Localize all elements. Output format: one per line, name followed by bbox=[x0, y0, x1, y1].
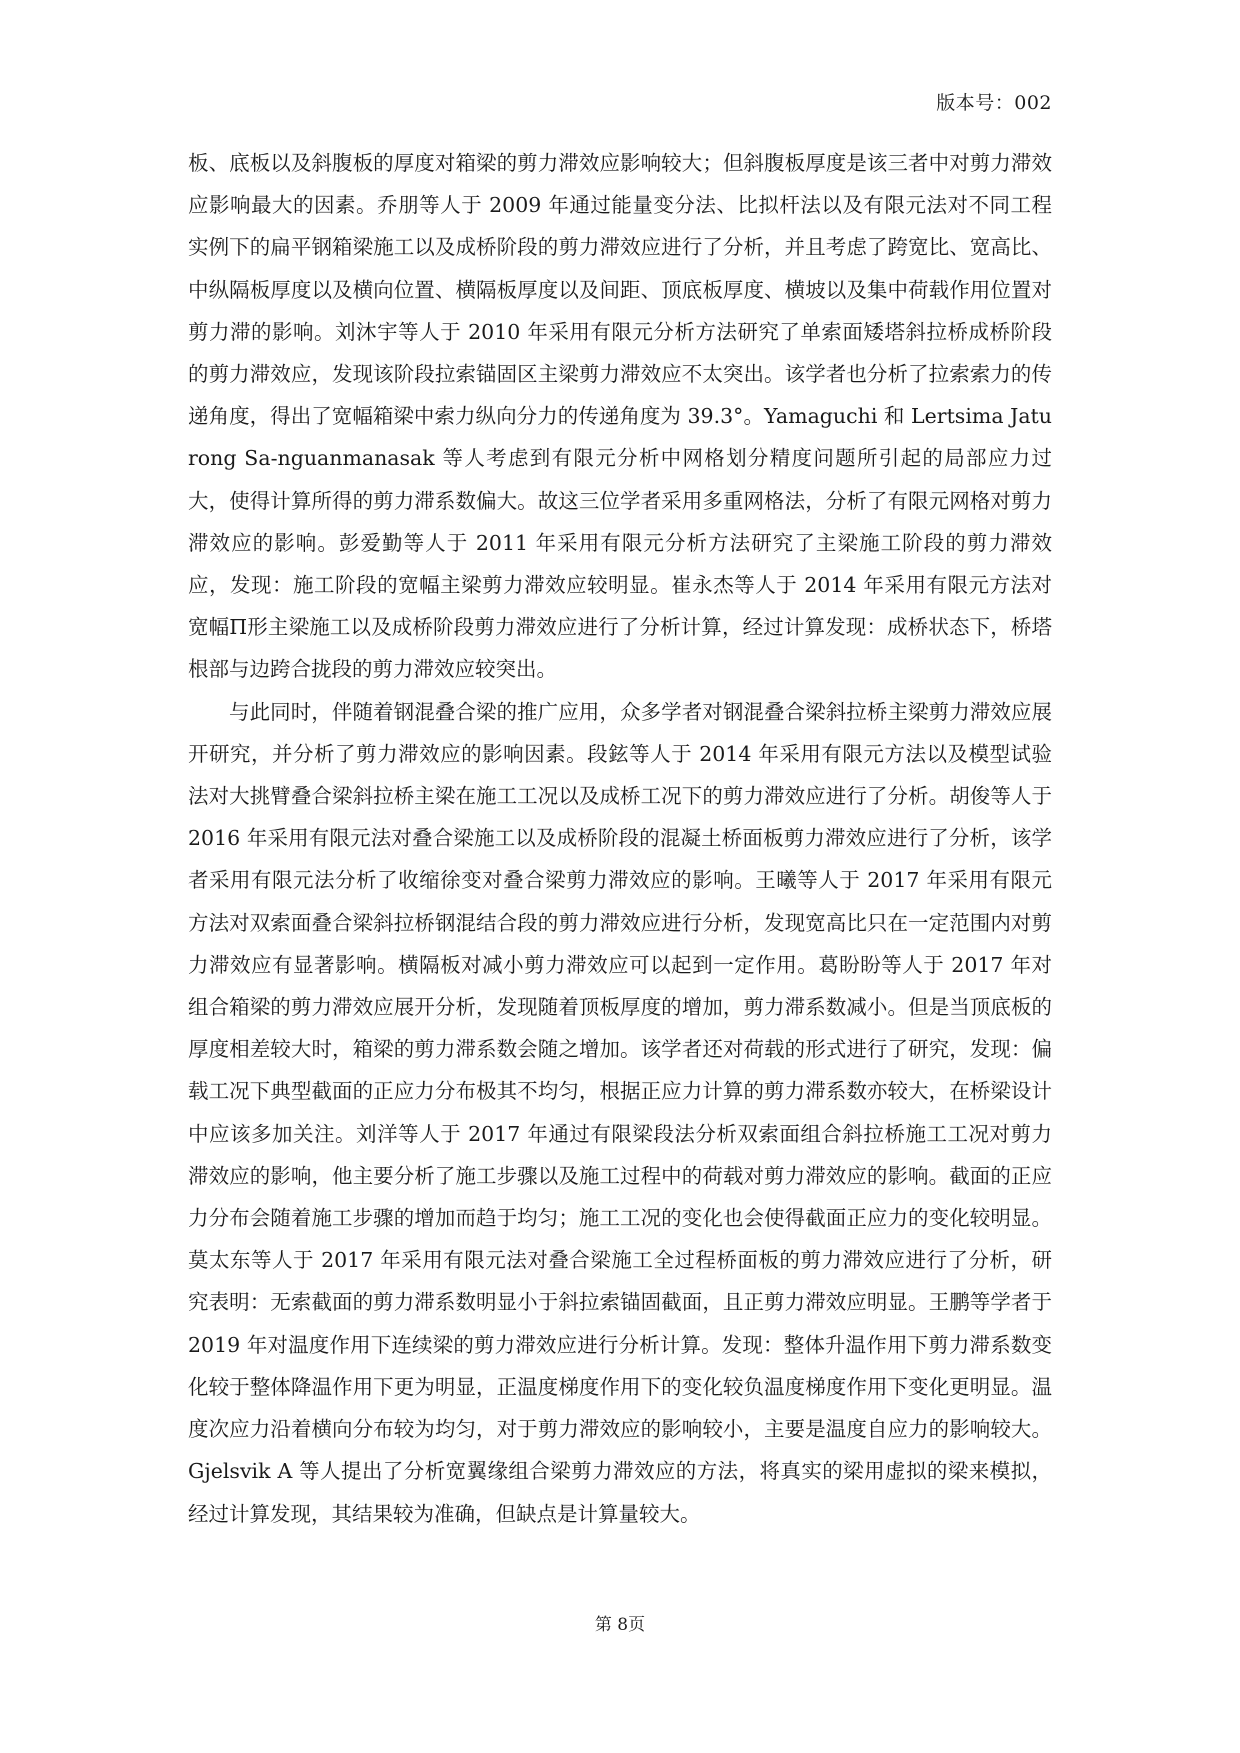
paragraph-2: 与此同时，伴随着钢混叠合梁的推广应用，众多学者对钢混叠合梁斜拉桥主梁剪力滞效应展开研究，并分析了剪力滞效应的影响因素。段鉉等人于 2014 年采用有限元方法以及模型试验法对大挑臂叠合梁斜拉桥主梁在施工工况以及成桥工况下的剪力滞效应进行了分析。胡俊等人于 2016 年采用有限元法对叠合梁施工以及成桥阶段的混凝土桥面板剪力滞效应进行了分析，该学者采用有限元法分析了收缩徐变对叠合梁剪力滞效应的影响。王曦等人于 2017 年采用有限元方法对双索面叠合梁斜拉桥钢混结合段的剪力滞效应进行分析，发现宽高比只在一定范围内对剪力滞效应有显著影响。横隔板对减小剪力滞效应可以起到一定作用。葛盼盼等人于 2017 年对组合箱梁的剪力滞效应展开分析，发现随着顶板厚度的增加，剪力滞系数减小。但是当顶底板的厚度相差较大时，箱梁的剪力滞系数会随之增加。该学者还对荷载的形式进行了研究，发现：偏载工况下典型截面的正应力分布极其不均匀，根据正应力计算的剪力滞系数亦较大，在桥梁设计中应该多加关注。刘洋等人于 2017 年通过有限梁段法分析双索面组合斜拉桥施工工况对剪力滞效应的影响，他主要分析了施工步骤以及施工过程中的荷载对剪力滞效应的影响。截面的正应力分布会随着施工步骤的增加而趋于均匀；施工工况的变化也会使得截面正应力的变化较明显。莫太东等人于 2017 年采用有限元法对叠合梁施工全过程桥面板的剪力滞效应进行了分析，研究表明：无索截面的剪力滞系数明显小于斜拉索锚固截面，且正剪力滞效应明显。王鹏等学者于 2019 年对温度作用下连续梁的剪力滞效应进行分析计算。发现：整体升温作用下剪力滞系数变化较于整体降温作用下更为明显，正温度梯度作用下的变化较负温度梯度作用下变化更明显。温度次应力沿着横向分布较为均匀，对于剪力滞效应的影响较小，主要是温度自应力的影响较大。Gjelsvik A 等人提出了分析宽翼缘组合梁剪力滞效应的方法，将真实的梁用虚拟的梁来模拟，经过计算发现，其结果较为准确，但缺点是计算量较大。 bbox=[188, 699, 1052, 1526]
version-number: 版本号：002 bbox=[936, 92, 1052, 114]
paragraph-1: 板、底板以及斜腹板的厚度对箱梁的剪力滞效应影响较大；但斜腹板厚度是该三者中对剪力滞效应影响最大的因素。乔朋等人于 2009 年通过能量变分法、比拟杆法以及有限元法对不同工程实例下的扁平钢箱梁施工以及成桥阶段的剪力滞效应进行了分析，并且考虑了跨宽比、宽高比、中纵隔板厚度以及横向位置、横隔板厚度以及间距、顶底板厚度、横坡以及集中荷载作用位置对剪力滞的影响。刘沐宇等人于 2010 年采用有限元分析方法研究了单索面矮塔斜拉桥成桥阶段的剪力滞效应，发现该阶段拉索锚固区主梁剪力滞效应不太突出。该学者也分析了拉索索力的传递角度，得出了宽幅箱梁中索力纵向分力的传递角度为 39.3°。Yamaguchi 和 Lertsima Jaturong Sa-nguanmanasak 等人考虑到有限元分析中网格划分精度问题所引起的局部应力过大，使得计算所得的剪力滞系数偏大。故这三位学者采用多重网格法，分析了有限元网格对剪力滞效应的影响。彭爱勤等人于 2011 年采用有限元分析方法研究了主梁施工阶段的剪力滞效应，发现：施工阶段的宽幅主梁剪力滞效应较明显。崔永杰等人于 2014 年采用有限元方法对宽幅Π形主梁施工以及成桥阶段剪力滞效应进行了分析计算，经过计算发现：成桥状态下，桥塔根部与边跨合拢段的剪力滞效应较突出。 bbox=[188, 151, 1052, 682]
body-text bbox=[188, 142, 1052, 1535]
page-number: 第 8页 bbox=[594, 1615, 646, 1635]
